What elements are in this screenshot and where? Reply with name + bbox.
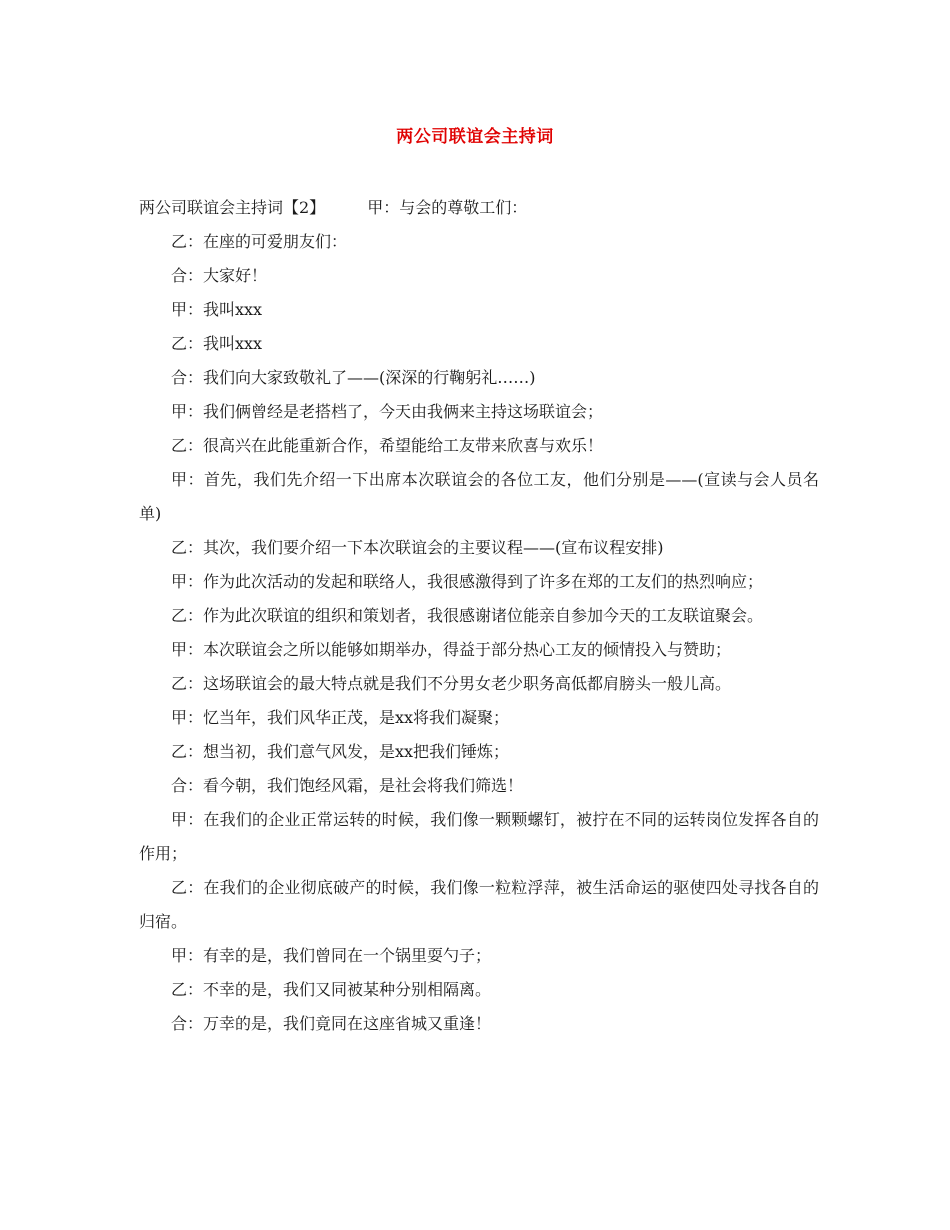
paragraph: 乙：很高兴在此能重新合作，希望能给工友带来欣喜与欢乐！ — [171, 436, 604, 455]
paragraph: 乙：这场联谊会的最大特点就是我们不分男女老少职务高低都肩膀头一般儿高。 — [171, 674, 732, 693]
document-body — [139, 191, 819, 1041]
paragraph: 乙：想当初，我们意气风发，是xx把我们锤炼； — [171, 742, 510, 761]
document-title: 两公司联谊会主持词 — [396, 127, 554, 147]
paragraph: 甲：作为此次活动的发起和联络人，我很感激得到了许多在郑的工友们的热烈响应； — [171, 572, 764, 591]
paragraph: 甲：在我们的企业正常运转的时候，我们像一颗颗螺钉，被拧在不同的运转岗位发挥各自的作用； — [139, 810, 819, 863]
paragraph: 甲：忆当年，我们风华正茂，是xx将我们凝聚； — [171, 708, 510, 727]
paragraph: 合：大家好！ — [171, 266, 268, 285]
paragraph: 甲：首先，我们先介绍一下出席本次联谊会的各位工友，他们分别是——(宣读与会人员名单) — [139, 470, 819, 523]
paragraph: 甲：有幸的是，我们曾同在一个锅里耍勺子； — [171, 946, 492, 965]
paragraph: 乙：在座的可爱朋友们： — [171, 232, 348, 251]
paragraph: 乙：作为此次联谊的组织和策划者，我很感谢诸位能亲自参加今天的工友联谊聚会。 — [171, 606, 764, 625]
paragraph: 合：万幸的是，我们竟同在这座省城又重逢！ — [171, 1014, 492, 1033]
paragraph: 乙：其次，我们要介绍一下本次联谊会的主要议程——(宣布议程安排) — [171, 538, 664, 557]
intro-line — [139, 191, 819, 225]
paragraph: 乙：我叫xxx — [171, 334, 263, 353]
paragraph: 甲：我叫xxx — [171, 300, 263, 319]
paragraph: 甲：我们俩曾经是老搭档了，今天由我俩来主持这场联谊会； — [171, 402, 604, 421]
paragraph: 合：看今朝，我们饱经风霜，是社会将我们筛选！ — [171, 776, 524, 795]
paragraph: 合：我们向大家致敬礼了——(深深的行鞠躬礼……) — [171, 368, 536, 387]
paragraph: 乙：不幸的是，我们又同被某种分别相隔离。 — [171, 980, 492, 999]
intro-heading: 两公司联谊会主持词【2】 — [139, 198, 326, 217]
intro-first-line: 甲：与会的尊敬工们： — [367, 198, 528, 217]
paragraph: 乙：在我们的企业彻底破产的时候，我们像一粒粒浮萍，被生活命运的驱使四处寻找各自的归宿。 — [139, 878, 819, 931]
paragraph: 甲：本次联谊会之所以能够如期举办，得益于部分热心工友的倾情投入与赞助； — [171, 640, 732, 659]
